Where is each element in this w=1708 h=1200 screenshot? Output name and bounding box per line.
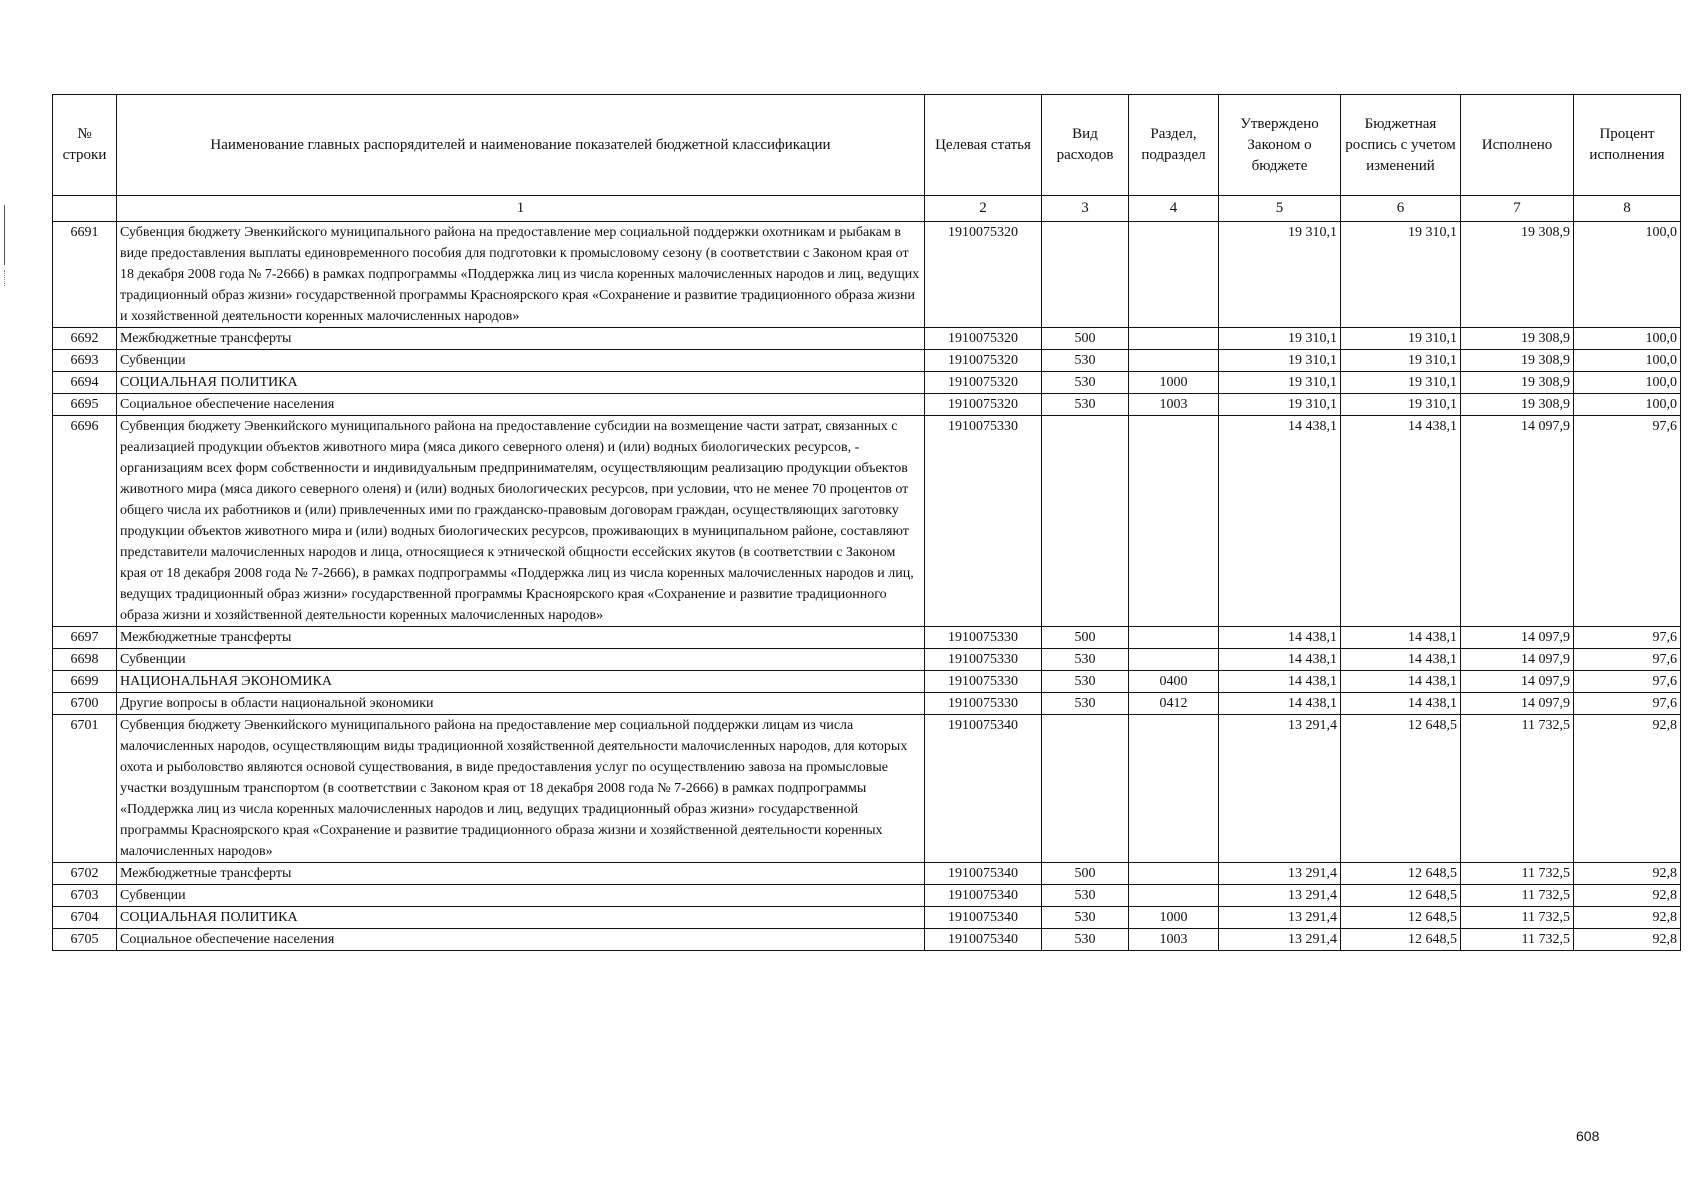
column-number: 4 [1129, 196, 1219, 222]
expense-kind [1042, 416, 1129, 627]
approved-amount: 14 438,1 [1219, 693, 1341, 715]
column-number: 8 [1574, 196, 1681, 222]
target-article: 1910075330 [925, 649, 1042, 671]
schedule-amount: 12 648,5 [1341, 907, 1461, 929]
approved-amount: 13 291,4 [1219, 715, 1341, 863]
execution-percent: 97,6 [1574, 416, 1681, 627]
target-article: 1910075340 [925, 863, 1042, 885]
indicator-name: Межбюджетные трансферты [117, 863, 925, 885]
row-number: 6701 [53, 715, 117, 863]
schedule-amount: 19 310,1 [1341, 222, 1461, 328]
approved-amount: 14 438,1 [1219, 649, 1341, 671]
section-code [1129, 863, 1219, 885]
table-row [53, 693, 1681, 715]
expense-kind [1042, 222, 1129, 328]
table-row [53, 715, 1681, 863]
table-row [53, 929, 1681, 951]
schedule-amount: 19 310,1 [1341, 350, 1461, 372]
executed-amount: 11 732,5 [1461, 907, 1574, 929]
column-number-row [53, 196, 1681, 222]
executed-amount: 14 097,9 [1461, 627, 1574, 649]
scan-margin-dots [4, 270, 6, 286]
header-approved: Утверждено Законом о бюджете [1219, 95, 1341, 196]
executed-amount: 19 308,9 [1461, 350, 1574, 372]
row-number: 6696 [53, 416, 117, 627]
executed-amount: 14 097,9 [1461, 671, 1574, 693]
executed-amount: 11 732,5 [1461, 715, 1574, 863]
header-expense-kind: Вид расходов [1042, 95, 1129, 196]
section-code: 0412 [1129, 693, 1219, 715]
section-code: 1003 [1129, 929, 1219, 951]
expense-kind [1042, 715, 1129, 863]
section-code: 1000 [1129, 372, 1219, 394]
column-number: 7 [1461, 196, 1574, 222]
execution-percent: 100,0 [1574, 328, 1681, 350]
row-number: 6698 [53, 649, 117, 671]
row-number: 6691 [53, 222, 117, 328]
table-body [53, 222, 1681, 951]
schedule-amount: 14 438,1 [1341, 416, 1461, 627]
row-number: 6694 [53, 372, 117, 394]
schedule-amount: 14 438,1 [1341, 693, 1461, 715]
row-number: 6692 [53, 328, 117, 350]
target-article: 1910075340 [925, 907, 1042, 929]
row-number: 6697 [53, 627, 117, 649]
row-number: 6699 [53, 671, 117, 693]
row-number: 6705 [53, 929, 117, 951]
indicator-name: НАЦИОНАЛЬНАЯ ЭКОНОМИКА [117, 671, 925, 693]
section-code [1129, 627, 1219, 649]
page-number: 608 [1576, 1128, 1600, 1144]
expense-kind: 500 [1042, 328, 1129, 350]
header-row [53, 95, 1681, 196]
indicator-name: Субвенция бюджету Эвенкийского муниципального района на предоставление субсидии на возмещение части затрат, связанных с реализацией продукции объектов животного мира (мяса дикого северного оленя) и (или) водных биологических ресурсов, - организациям всех форм собственности и индивидуальным предпринимателям, осуществляющим реализацию продукции объектов животного мира (мяса дикого северного оленя) и (или) водных биологических ресурсов, при условии, что не менее 70 процентов от общего числа их работников и (или) привлеченных ими по гражданско-правовым договорам граждан, осуществляющих заготовку продукции объектов животного мира и (или) водных биологических ресурсов, проживающих в муниципальном районе, составляют представители малочисленных народов и лица, относящиеся к этнической общности ессейских якутов (в соответствии с Законом края от 18 декабря 2008 года № 7-2666), в рамках подпрограммы «Поддержка лиц из числа коренных малочисленных народов и лиц, ведущих традиционный образ жизни» государственной программы Красноярского края «Сохранение и развитие традиционного образа жизни и хозяйственной деятельности коренных малочисленных народов» [117, 416, 925, 627]
table-row [53, 328, 1681, 350]
indicator-name: Субвенции [117, 885, 925, 907]
approved-amount: 14 438,1 [1219, 416, 1341, 627]
expense-kind: 530 [1042, 929, 1129, 951]
table-row [53, 372, 1681, 394]
expense-kind: 530 [1042, 372, 1129, 394]
table-row [53, 885, 1681, 907]
indicator-name: Другие вопросы в области национальной экономики [117, 693, 925, 715]
approved-amount: 19 310,1 [1219, 372, 1341, 394]
schedule-amount: 12 648,5 [1341, 929, 1461, 951]
indicator-name: Межбюджетные трансферты [117, 328, 925, 350]
approved-amount: 13 291,4 [1219, 929, 1341, 951]
execution-percent: 92,8 [1574, 907, 1681, 929]
indicator-name: Субвенция бюджету Эвенкийского муниципального района на предоставление мер социальной поддержки охотникам и рыбакам в виде предоставления выплаты единовременного пособия для подготовки к промысловому сезону (в соответствии с Законом края от 18 декабря 2008 года № 7-2666) в рамках подпрограммы «Поддержка лиц из числа коренных малочисленных народов и лиц, ведущих традиционный образ жизни» государственной программы Красноярского края «Сохранение и развитие традиционного образа жизни и хозяйственной деятельности коренных малочисленных народов» [117, 222, 925, 328]
indicator-name: Субвенции [117, 649, 925, 671]
expense-kind: 500 [1042, 627, 1129, 649]
expense-kind: 500 [1042, 863, 1129, 885]
execution-percent: 100,0 [1574, 372, 1681, 394]
schedule-amount: 12 648,5 [1341, 715, 1461, 863]
table-row [53, 863, 1681, 885]
expense-kind: 530 [1042, 350, 1129, 372]
schedule-amount: 14 438,1 [1341, 649, 1461, 671]
header-section: Раздел, подраздел [1129, 95, 1219, 196]
execution-percent: 100,0 [1574, 222, 1681, 328]
execution-percent: 92,8 [1574, 863, 1681, 885]
schedule-amount: 14 438,1 [1341, 627, 1461, 649]
indicator-name: Субвенции [117, 350, 925, 372]
table-row [53, 416, 1681, 627]
table-row [53, 394, 1681, 416]
indicator-name: Межбюджетные трансферты [117, 627, 925, 649]
indicator-name: Социальное обеспечение населения [117, 929, 925, 951]
header-budget-schedule: Бюджетная роспись с учетом изменений [1341, 95, 1461, 196]
execution-percent: 100,0 [1574, 350, 1681, 372]
row-number: 6700 [53, 693, 117, 715]
schedule-amount: 19 310,1 [1341, 372, 1461, 394]
approved-amount: 14 438,1 [1219, 671, 1341, 693]
expense-kind: 530 [1042, 907, 1129, 929]
target-article: 1910075330 [925, 416, 1042, 627]
target-article: 1910075330 [925, 671, 1042, 693]
row-number: 6702 [53, 863, 117, 885]
executed-amount: 14 097,9 [1461, 416, 1574, 627]
target-article: 1910075340 [925, 929, 1042, 951]
execution-percent: 92,8 [1574, 885, 1681, 907]
row-number: 6703 [53, 885, 117, 907]
section-code [1129, 416, 1219, 627]
column-number: 2 [925, 196, 1042, 222]
section-code [1129, 649, 1219, 671]
target-article: 1910075320 [925, 372, 1042, 394]
approved-amount: 13 291,4 [1219, 885, 1341, 907]
indicator-name: СОЦИАЛЬНАЯ ПОЛИТИКА [117, 907, 925, 929]
expense-kind: 530 [1042, 649, 1129, 671]
indicator-name: Субвенция бюджету Эвенкийского муниципального района на предоставление мер социальной поддержки лицам из числа малочисленных народов, осуществляющим виды традиционной хозяйственной деятельности малочисленных народов, для которых охота и рыболовство являются основой существования, в виде предоставления услуг по осуществлению завоза на промысловые участки воздушным транспортом (в соответствии с Законом края от 18 декабря 2008 года № 7-2666) в рамках подпрограммы «Поддержка лиц из числа коренных малочисленных народов и лиц, ведущих традиционный образ жизни» государственной программы Красноярского края «Сохранение и развитие традиционного образа жизни и хозяйственной деятельности коренных малочисленных народов» [117, 715, 925, 863]
table-row [53, 907, 1681, 929]
section-code: 0400 [1129, 671, 1219, 693]
execution-percent: 92,8 [1574, 715, 1681, 863]
approved-amount: 13 291,4 [1219, 863, 1341, 885]
target-article: 1910075320 [925, 394, 1042, 416]
row-number: 6695 [53, 394, 117, 416]
approved-amount: 13 291,4 [1219, 907, 1341, 929]
target-article: 1910075320 [925, 328, 1042, 350]
indicator-name: Социальное обеспечение населения [117, 394, 925, 416]
target-article: 1910075340 [925, 715, 1042, 863]
execution-percent: 100,0 [1574, 394, 1681, 416]
executed-amount: 19 308,9 [1461, 372, 1574, 394]
expense-kind: 530 [1042, 394, 1129, 416]
executed-amount: 19 308,9 [1461, 328, 1574, 350]
column-number: 1 [117, 196, 925, 222]
executed-amount: 14 097,9 [1461, 649, 1574, 671]
table-row [53, 222, 1681, 328]
target-article: 1910075320 [925, 222, 1042, 328]
executed-amount: 11 732,5 [1461, 863, 1574, 885]
section-code: 1000 [1129, 907, 1219, 929]
schedule-amount: 12 648,5 [1341, 863, 1461, 885]
executed-amount: 14 097,9 [1461, 693, 1574, 715]
section-code [1129, 885, 1219, 907]
header-target-article: Целевая статья [925, 95, 1042, 196]
schedule-amount: 14 438,1 [1341, 671, 1461, 693]
column-number: 6 [1341, 196, 1461, 222]
target-article: 1910075330 [925, 627, 1042, 649]
table-row [53, 627, 1681, 649]
budget-execution-table [52, 94, 1681, 951]
indicator-name: СОЦИАЛЬНАЯ ПОЛИТИКА [117, 372, 925, 394]
execution-percent: 97,6 [1574, 671, 1681, 693]
approved-amount: 19 310,1 [1219, 222, 1341, 328]
section-code [1129, 222, 1219, 328]
execution-percent: 97,6 [1574, 649, 1681, 671]
column-number [53, 196, 117, 222]
table-row [53, 649, 1681, 671]
approved-amount: 19 310,1 [1219, 394, 1341, 416]
approved-amount: 19 310,1 [1219, 328, 1341, 350]
section-code [1129, 715, 1219, 863]
scan-margin-mark [4, 205, 5, 265]
target-article: 1910075320 [925, 350, 1042, 372]
target-article: 1910075330 [925, 693, 1042, 715]
expense-kind: 530 [1042, 671, 1129, 693]
executed-amount: 11 732,5 [1461, 929, 1574, 951]
executed-amount: 19 308,9 [1461, 222, 1574, 328]
row-number: 6693 [53, 350, 117, 372]
table-row [53, 671, 1681, 693]
executed-amount: 19 308,9 [1461, 394, 1574, 416]
row-number: 6704 [53, 907, 117, 929]
section-code [1129, 350, 1219, 372]
execution-percent: 97,6 [1574, 627, 1681, 649]
approved-amount: 14 438,1 [1219, 627, 1341, 649]
header-name: Наименование главных распорядителей и наименование показателей бюджетной классификации [117, 95, 925, 196]
section-code: 1003 [1129, 394, 1219, 416]
expense-kind: 530 [1042, 693, 1129, 715]
expense-kind: 530 [1042, 885, 1129, 907]
approved-amount: 19 310,1 [1219, 350, 1341, 372]
header-row-number: № строки [53, 95, 117, 196]
execution-percent: 97,6 [1574, 693, 1681, 715]
schedule-amount: 12 648,5 [1341, 885, 1461, 907]
column-number: 5 [1219, 196, 1341, 222]
column-number: 3 [1042, 196, 1129, 222]
schedule-amount: 19 310,1 [1341, 394, 1461, 416]
execution-percent: 92,8 [1574, 929, 1681, 951]
header-executed: Исполнено [1461, 95, 1574, 196]
executed-amount: 11 732,5 [1461, 885, 1574, 907]
section-code [1129, 328, 1219, 350]
schedule-amount: 19 310,1 [1341, 328, 1461, 350]
target-article: 1910075340 [925, 885, 1042, 907]
header-percent: Процент исполнения [1574, 95, 1681, 196]
table-row [53, 350, 1681, 372]
